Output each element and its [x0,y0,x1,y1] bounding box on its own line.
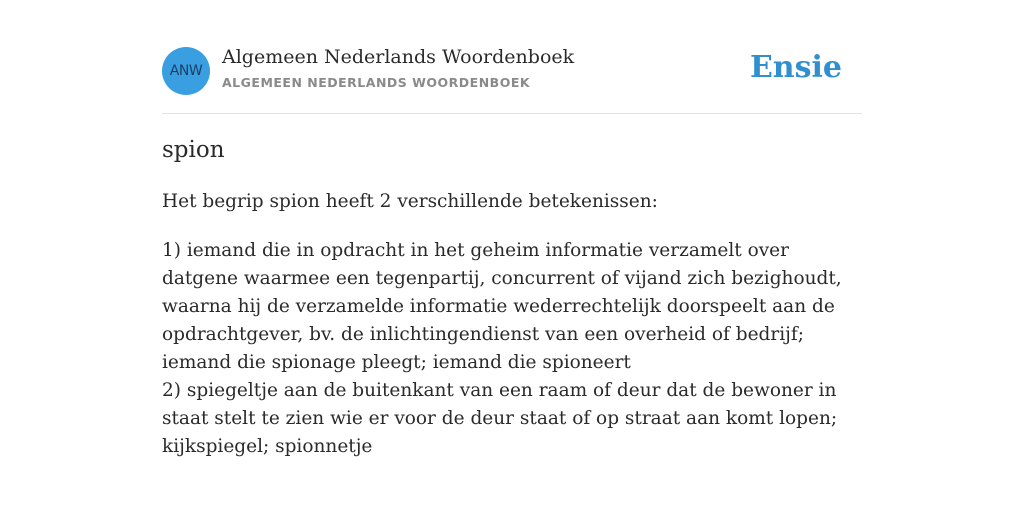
definition-item: 1) iemand die in opdracht in het geheim informatie verzamelt over datgene waarmee een tegenpartij, concurrent of vijand zich bezighoudt, waarna hij de verzamelde informatie wederrechtelijk doorspeelt aan de opdrachtgever, bv. de inlichtingendienst van een overheid of bedrijf; iemand die spionage pleegt; iemand die spioneert [162,240,842,373]
source-subtitle: ALGEMEEN NEDERLANDS WOORDENBOEK [222,75,531,90]
source-title[interactable]: Algemeen Nederlands Woordenboek [222,46,575,68]
dictionary-card [162,0,862,457]
ensie-brand-logo[interactable]: Ensie [749,50,842,85]
anw-logo[interactable] [162,47,210,95]
entry-term: spion [162,137,225,163]
entry-intro: Het begrip spion heeft 2 verschillende betekenissen: [162,191,658,212]
definition-item: 2) spiegeltje aan de buitenkant van een raam of deur dat de bewoner in staat stelt te zien wie er voor de deur staat of op straat aan komt lopen; kijkspiegel; spionnetje [162,380,838,457]
source-header [162,0,862,114]
definition-list [162,237,862,461]
logo-text: ANW [169,63,203,79]
